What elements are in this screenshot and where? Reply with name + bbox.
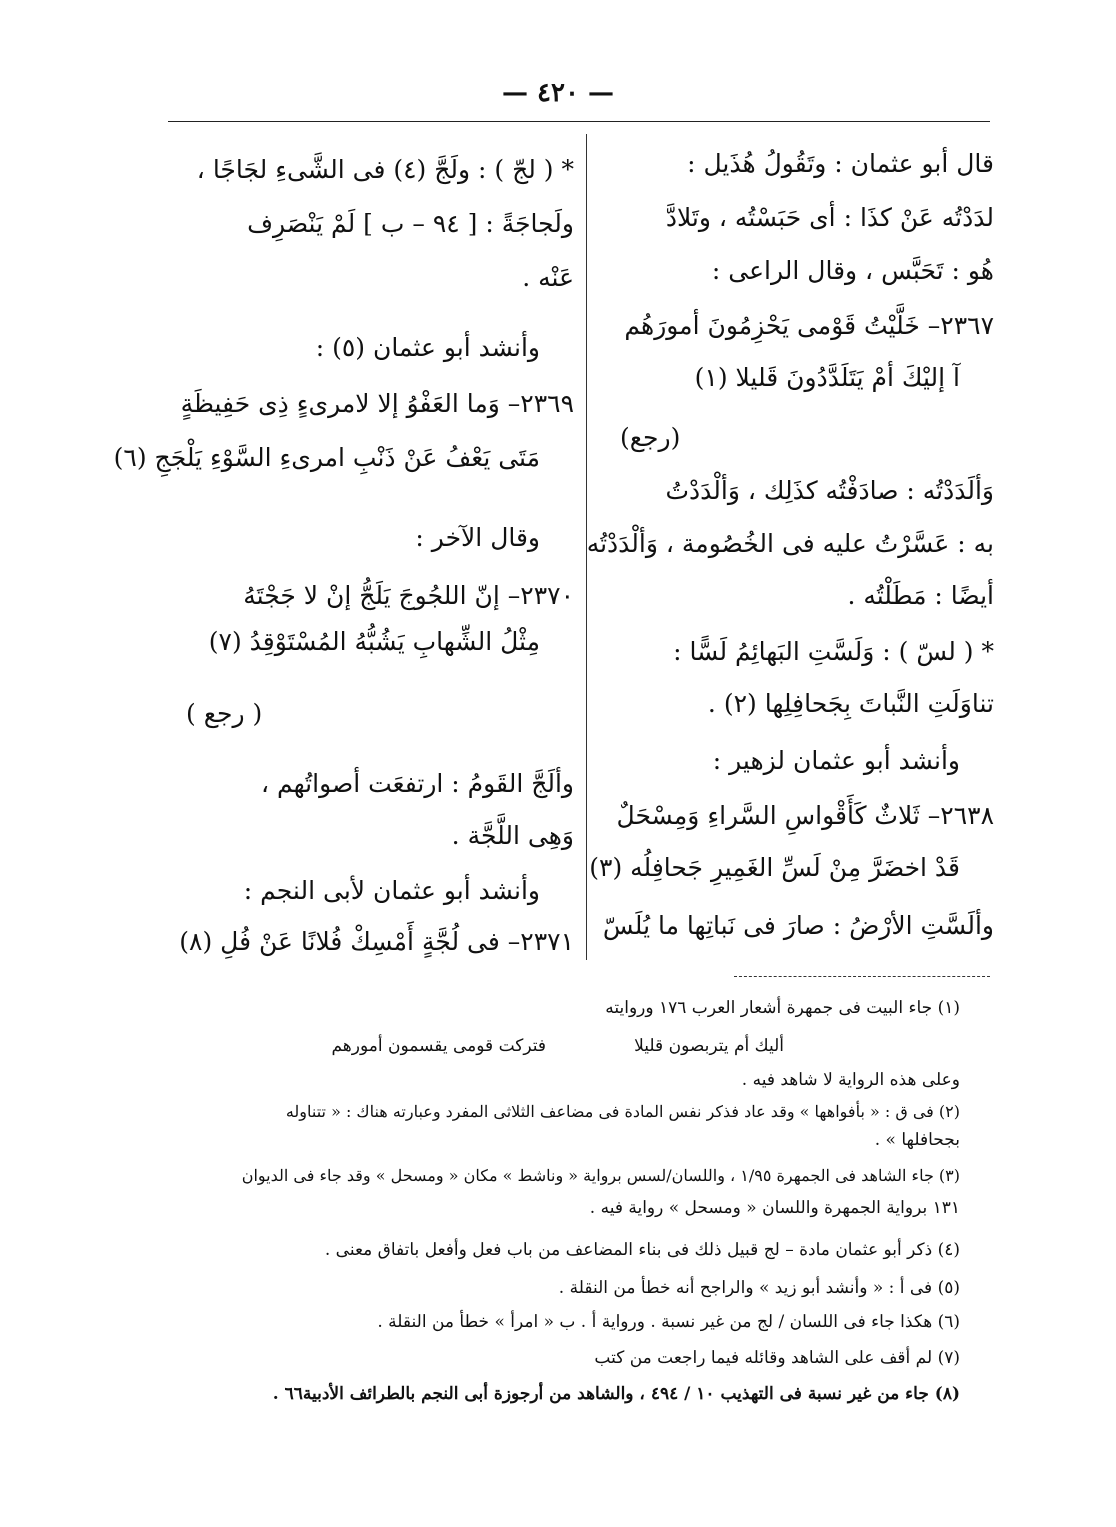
page-number: — ٤٢٠ — (501, 78, 615, 108)
verse-line: مَتَى يَعْفُ عَنْ ذَنْبِ امرىءِ السَّوْءِ يَلْجَجِ (٦) (113, 443, 540, 472)
verse-line: ٢٦٣٨– ثَلاثٌ كَأَقْواسِ السَّراءِ وَمِسْحَلٌ (616, 801, 994, 830)
text-line: أيضًا : مَطَلْتُه . (847, 581, 994, 610)
text-line: وأنشد أبو عثمان لأبى النجم : (243, 876, 540, 905)
footnote-1-cont: وعلى هذه الرواية لا شاهد فيه . (741, 1070, 960, 1090)
footnote-3-cont: ١٣١ برواية الجمهرة واللسان « ومسحل » رواية فيه . (589, 1198, 960, 1218)
text-line: وأنشد أبو عثمان (٥) : (315, 333, 540, 362)
text-line: لدَدْتُه عَنْ كذَا : أى حَبَسْتُه ، وتَلادَّ (665, 203, 994, 232)
footnote-4: (٤) ذكر أبو عثمان مادة – لج قبيل ذلك فى بناء المضاعف من باب فعل وأفعل باتفاق معنى . (324, 1240, 960, 1260)
footnote-7: (٧) لم أقف على الشاهد وقائله فيما راجعت من كتب (594, 1348, 960, 1368)
footnote-3: (٣) جاء الشاهد فى الجمهرة ١/٩٥ ، واللسان/لسس برواية « وناشط » مكان « ومسحل » وقد جاء فى الديوان (241, 1166, 960, 1185)
entry-heading: * ( لسّ ) : وَلَسَّتِ البَهائِمُ لَسًّا : (673, 637, 994, 666)
text-line: وَهِى اللَّجَّة . (451, 821, 574, 850)
return-marker: (رجع) (620, 423, 681, 452)
verse-line: مِثْلُ الشِّهابِ يَشُبُّهُ المُسْتَوْقِدُ (٧) (208, 627, 540, 656)
text-line: قال أبو عثمان : وتَقُولُ هُذَيل : (687, 149, 994, 178)
verse-line: قَدْ اخضَرَّ مِنْ لَسِّ الغَمِيرِ جَحافِلُه (٣) (589, 853, 960, 882)
text-line: هُو : تَحَبَّس ، وقال الراعى : (711, 256, 994, 285)
text-line: ولَجاجَةً : [ ٩٤ – ب ] لَمْ يَنْصَرِف (247, 209, 574, 238)
text-line: وألَسَّتِ الأرْضُ : صارَ فى نَباتِها ما يُلَسّ (602, 911, 994, 940)
text-line: عَنْه . (522, 263, 574, 292)
footnote-2: (٢) فى ق : « بأفواهها » وقد عاد فذكر نفس المادة فى مضاعف الثلاثى المفرد وعبارته هناك : « تتناوله (285, 1102, 960, 1121)
text-line: تناوَلَتِ النَّباتَ بِجَحافِلِها (٢) . (707, 689, 994, 718)
verse-line: آ إليْكَ أمْ يَتَلَدَّدُونَ قَليلا (١) (694, 363, 960, 392)
return-marker: ( رجع ) (186, 699, 263, 728)
verse-line: ٢٣٦٩– وَما العَفْوُ إلا لامرىءٍ ذِى حَفِيظَةٍ (180, 389, 574, 418)
text-line: وقال الآخر : (415, 523, 540, 552)
footnote-1-verse-a: فتركت قومى يقسمون أمورهم (331, 1036, 546, 1056)
verse-line: ٢٣٧٠– إنّ اللجُوجَ يَلَجُّ إنْ لا جَجْتَهُ (243, 581, 574, 610)
entry-heading: * ( لجّ ) : ولَجَّ (٤) فى الشَّىءِ لجَاجًا ، (196, 155, 574, 184)
verse-line: ٢٣٧١– فى لُجَّةٍ أَمْسِكْ فُلانًا عَنْ فُلِ (٨) (179, 927, 574, 956)
footnote-2-cont: بجحافلها » . (874, 1130, 960, 1150)
footnote-5: (٥) فى أ : « وأنشد أبو زيد » والراجح أنه خطأ من النقلة . (558, 1278, 960, 1298)
footnote-8: (٨) جاء من غير نسبة فى التهذيب ١٠ / ٤٩٤ ، والشاهد من أرجوزة أبى النجم بالطرائف الأدبية٦٦ . (272, 1384, 960, 1404)
text-line: به : عَسَّرْتُ عليه فى الخُصُومة ، وَألْدَدْتُه (586, 529, 994, 558)
text-line: وأنشد أبو عثمان لزهير : (712, 746, 960, 775)
footnote-1: (١) جاء البيت فى جمهرة أشعار العرب ١٧٦ وروايته (605, 998, 960, 1018)
footnote-1-verse-b: أليك أم يتربصون قليلا (634, 1036, 784, 1056)
text-line: وألَجَّ القَومُ : ارتفعَت أصواتُهم ، (261, 769, 574, 798)
verse-line: ٢٣٦٧– خَلَّيْتُ قَوْمى يَحْزِمُونَ أمورَهُم (624, 311, 994, 340)
footnote-6: (٦) هكذا جاء فى اللسان / لج من غير نسبة . ورواية أ . ب « امرأ » خطأ من النقلة . (377, 1312, 960, 1332)
text-line: وَألَدَدْتُه : صادَفْتُه كذَلِك ، وَألْدَدْتُ (665, 476, 994, 505)
